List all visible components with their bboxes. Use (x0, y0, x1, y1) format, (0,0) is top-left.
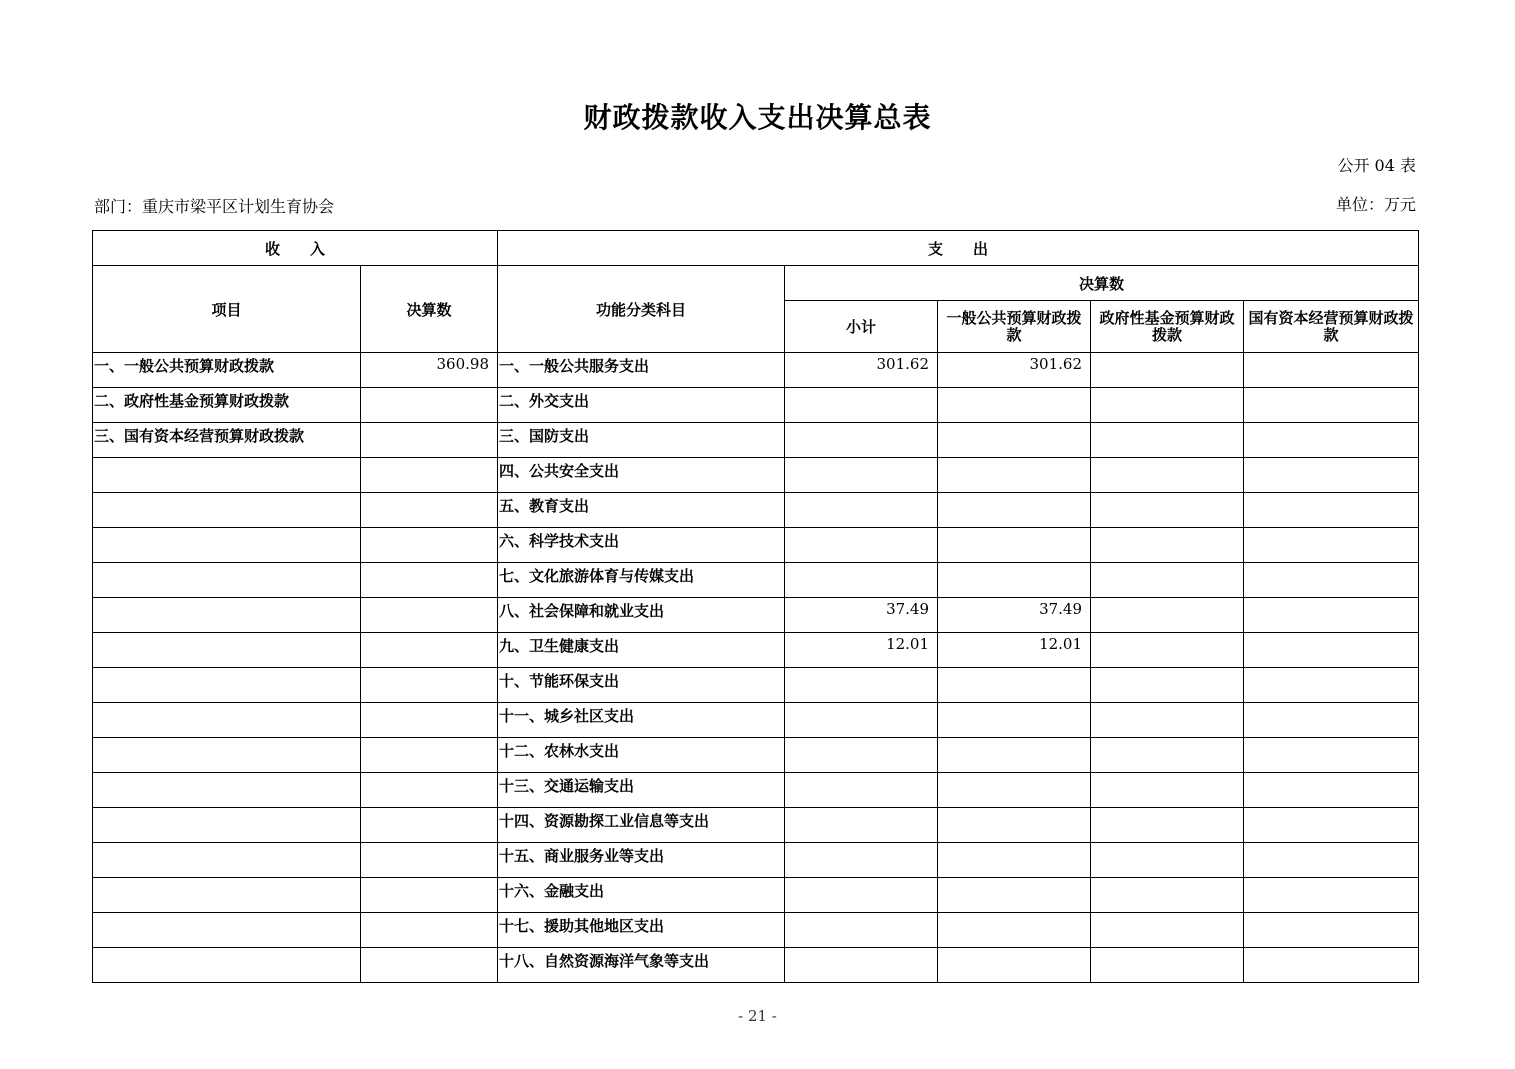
income-item-cell (93, 948, 361, 983)
state-capital-cell (1244, 633, 1419, 668)
general-budget-cell (938, 668, 1091, 703)
general-budget-cell (938, 493, 1091, 528)
income-amount-cell (361, 388, 498, 423)
unit-label: 单位：万元 (1335, 195, 1416, 214)
state-capital-cell (1244, 878, 1419, 913)
state-capital-cell (1244, 703, 1419, 738)
gov-fund-cell (1091, 703, 1244, 738)
income-item-cell (93, 913, 361, 948)
gov-fund-cell (1091, 948, 1244, 983)
category-cell: 十一、城乡社区支出 (498, 703, 785, 738)
subtotal-cell: 37.49 (785, 598, 938, 633)
subtotal-cell (785, 493, 938, 528)
income-item-cell (93, 773, 361, 808)
state-capital-cell (1244, 353, 1419, 388)
income-item-cell: 一、一般公共预算财政拨款 (93, 353, 361, 388)
state-capital-cell (1244, 773, 1419, 808)
table-row (93, 423, 1419, 458)
table-row (93, 458, 1419, 493)
income-header: 收 入 (93, 231, 498, 266)
category-cell: 六、科学技术支出 (498, 528, 785, 563)
table-row (93, 773, 1419, 808)
state-capital-cell (1244, 563, 1419, 598)
table-row (93, 353, 1419, 388)
income-amount-cell: 360.98 (361, 353, 498, 388)
income-amount-cell (361, 878, 498, 913)
gov-fund-cell (1091, 423, 1244, 458)
table-row (93, 668, 1419, 703)
category-cell: 十八、自然资源海洋气象等支出 (498, 948, 785, 983)
subtotal-cell (785, 563, 938, 598)
category-cell: 九、卫生健康支出 (498, 633, 785, 668)
income-amount-cell (361, 738, 498, 773)
subtotal-cell (785, 528, 938, 563)
subtotal-cell (785, 703, 938, 738)
category-cell: 十五、商业服务业等支出 (498, 843, 785, 878)
table-row (93, 913, 1419, 948)
income-item-cell (93, 703, 361, 738)
budget-table (92, 230, 1419, 983)
income-amount-cell (361, 948, 498, 983)
income-amount-cell (361, 563, 498, 598)
subtotal-header: 小计 (785, 301, 938, 353)
income-item-cell: 三、国有资本经营预算财政拨款 (93, 423, 361, 458)
general-budget-cell (938, 843, 1091, 878)
subtotal-cell (785, 808, 938, 843)
table-row (93, 598, 1419, 633)
gov-fund-cell (1091, 773, 1244, 808)
state-capital-cell (1244, 528, 1419, 563)
gov-fund-cell (1091, 668, 1244, 703)
gov-fund-cell (1091, 843, 1244, 878)
general-budget-cell (938, 878, 1091, 913)
income-amount-cell (361, 913, 498, 948)
gov-fund-cell (1091, 738, 1244, 773)
category-cell: 十二、农林水支出 (498, 738, 785, 773)
general-budget-cell (938, 948, 1091, 983)
income-item-cell (93, 808, 361, 843)
state-capital-cell (1244, 738, 1419, 773)
general-budget-header: 一般公共预算财政拨款 (938, 301, 1091, 353)
general-budget-cell (938, 773, 1091, 808)
general-budget-cell (938, 458, 1091, 493)
general-budget-cell: 37.49 (938, 598, 1091, 633)
table-row (93, 948, 1419, 983)
category-header: 功能分类科目 (498, 266, 785, 353)
subtotal-cell (785, 738, 938, 773)
subtotal-cell (785, 843, 938, 878)
income-amount-cell (361, 633, 498, 668)
category-cell: 八、社会保障和就业支出 (498, 598, 785, 633)
subtotal-cell (785, 388, 938, 423)
subtotal-cell (785, 878, 938, 913)
item-header: 项目 (93, 266, 361, 353)
state-capital-cell (1244, 598, 1419, 633)
subtotal-cell (785, 423, 938, 458)
category-cell: 十四、资源勘探工业信息等支出 (498, 808, 785, 843)
income-amount-cell (361, 423, 498, 458)
general-budget-cell (938, 913, 1091, 948)
gov-fund-cell (1091, 808, 1244, 843)
expenditure-header: 支 出 (498, 231, 1419, 266)
state-capital-cell (1244, 808, 1419, 843)
general-budget-cell (938, 423, 1091, 458)
subtotal-cell (785, 913, 938, 948)
state-capital-cell (1244, 913, 1419, 948)
gov-fund-cell (1091, 633, 1244, 668)
state-capital-cell (1244, 668, 1419, 703)
income-amount-cell (361, 458, 498, 493)
gov-fund-cell (1091, 493, 1244, 528)
income-item-cell (93, 493, 361, 528)
general-budget-cell (938, 703, 1091, 738)
income-amount-cell (361, 493, 498, 528)
subtotal-cell (785, 458, 938, 493)
gov-fund-cell (1091, 458, 1244, 493)
state-capital-cell (1244, 493, 1419, 528)
state-capital-cell (1244, 458, 1419, 493)
general-budget-cell (938, 388, 1091, 423)
gov-fund-cell (1091, 563, 1244, 598)
category-cell: 四、公共安全支出 (498, 458, 785, 493)
state-capital-cell (1244, 843, 1419, 878)
general-budget-cell (938, 808, 1091, 843)
subtotal-cell (785, 773, 938, 808)
table-row (93, 388, 1419, 423)
gov-fund-cell (1091, 353, 1244, 388)
general-budget-cell: 12.01 (938, 633, 1091, 668)
subtotal-cell (785, 948, 938, 983)
income-amount-cell (361, 773, 498, 808)
income-amount-cell (361, 703, 498, 738)
table-row (93, 878, 1419, 913)
table-row (93, 633, 1419, 668)
page-number: - 21 - (738, 1007, 777, 1025)
income-item-cell (93, 668, 361, 703)
general-budget-cell (938, 738, 1091, 773)
table-row (93, 843, 1419, 878)
subtotal-cell (785, 668, 938, 703)
table-row (93, 808, 1419, 843)
gov-fund-cell (1091, 878, 1244, 913)
category-cell: 十七、援助其他地区支出 (498, 913, 785, 948)
final-amount-header: 决算数 (785, 266, 1419, 301)
income-item-cell (93, 458, 361, 493)
gov-fund-cell (1091, 528, 1244, 563)
gov-fund-cell (1091, 598, 1244, 633)
income-item-cell (93, 598, 361, 633)
table-row (93, 563, 1419, 598)
income-amount-cell (361, 843, 498, 878)
table-row (93, 493, 1419, 528)
income-amount-cell (361, 668, 498, 703)
category-cell: 五、教育支出 (498, 493, 785, 528)
subtotal-cell: 301.62 (785, 353, 938, 388)
form-number: 公开 04 表 (1337, 156, 1416, 175)
subtotal-cell: 12.01 (785, 633, 938, 668)
gov-fund-header: 政府性基金预算财政拨款 (1091, 301, 1244, 353)
gov-fund-cell (1091, 913, 1244, 948)
table-body (93, 353, 1419, 983)
category-cell: 二、外交支出 (498, 388, 785, 423)
category-cell: 十六、金融支出 (498, 878, 785, 913)
category-cell: 十、节能环保支出 (498, 668, 785, 703)
general-budget-cell: 301.62 (938, 353, 1091, 388)
income-item-cell (93, 738, 361, 773)
income-item-cell (93, 633, 361, 668)
income-item-cell (93, 878, 361, 913)
state-capital-header: 国有资本经营预算财政拨款 (1244, 301, 1419, 353)
table-row (93, 528, 1419, 563)
category-cell: 一、一般公共服务支出 (498, 353, 785, 388)
general-budget-cell (938, 563, 1091, 598)
table-row (93, 703, 1419, 738)
state-capital-cell (1244, 388, 1419, 423)
income-item-cell: 二、政府性基金预算财政拨款 (93, 388, 361, 423)
page-title: 财政拨款收入支出决算总表 (583, 101, 932, 134)
category-cell: 七、文化旅游体育与传媒支出 (498, 563, 785, 598)
gov-fund-cell (1091, 388, 1244, 423)
state-capital-cell (1244, 948, 1419, 983)
income-amount-cell (361, 528, 498, 563)
income-amount-cell (361, 808, 498, 843)
category-cell: 三、国防支出 (498, 423, 785, 458)
category-cell: 十三、交通运输支出 (498, 773, 785, 808)
amount-header: 决算数 (361, 266, 498, 353)
income-item-cell (93, 563, 361, 598)
income-amount-cell (361, 598, 498, 633)
income-item-cell (93, 843, 361, 878)
state-capital-cell (1244, 423, 1419, 458)
general-budget-cell (938, 528, 1091, 563)
department-label: 部门：重庆市梁平区计划生育协会 (94, 197, 335, 216)
table-row (93, 738, 1419, 773)
income-item-cell (93, 528, 361, 563)
